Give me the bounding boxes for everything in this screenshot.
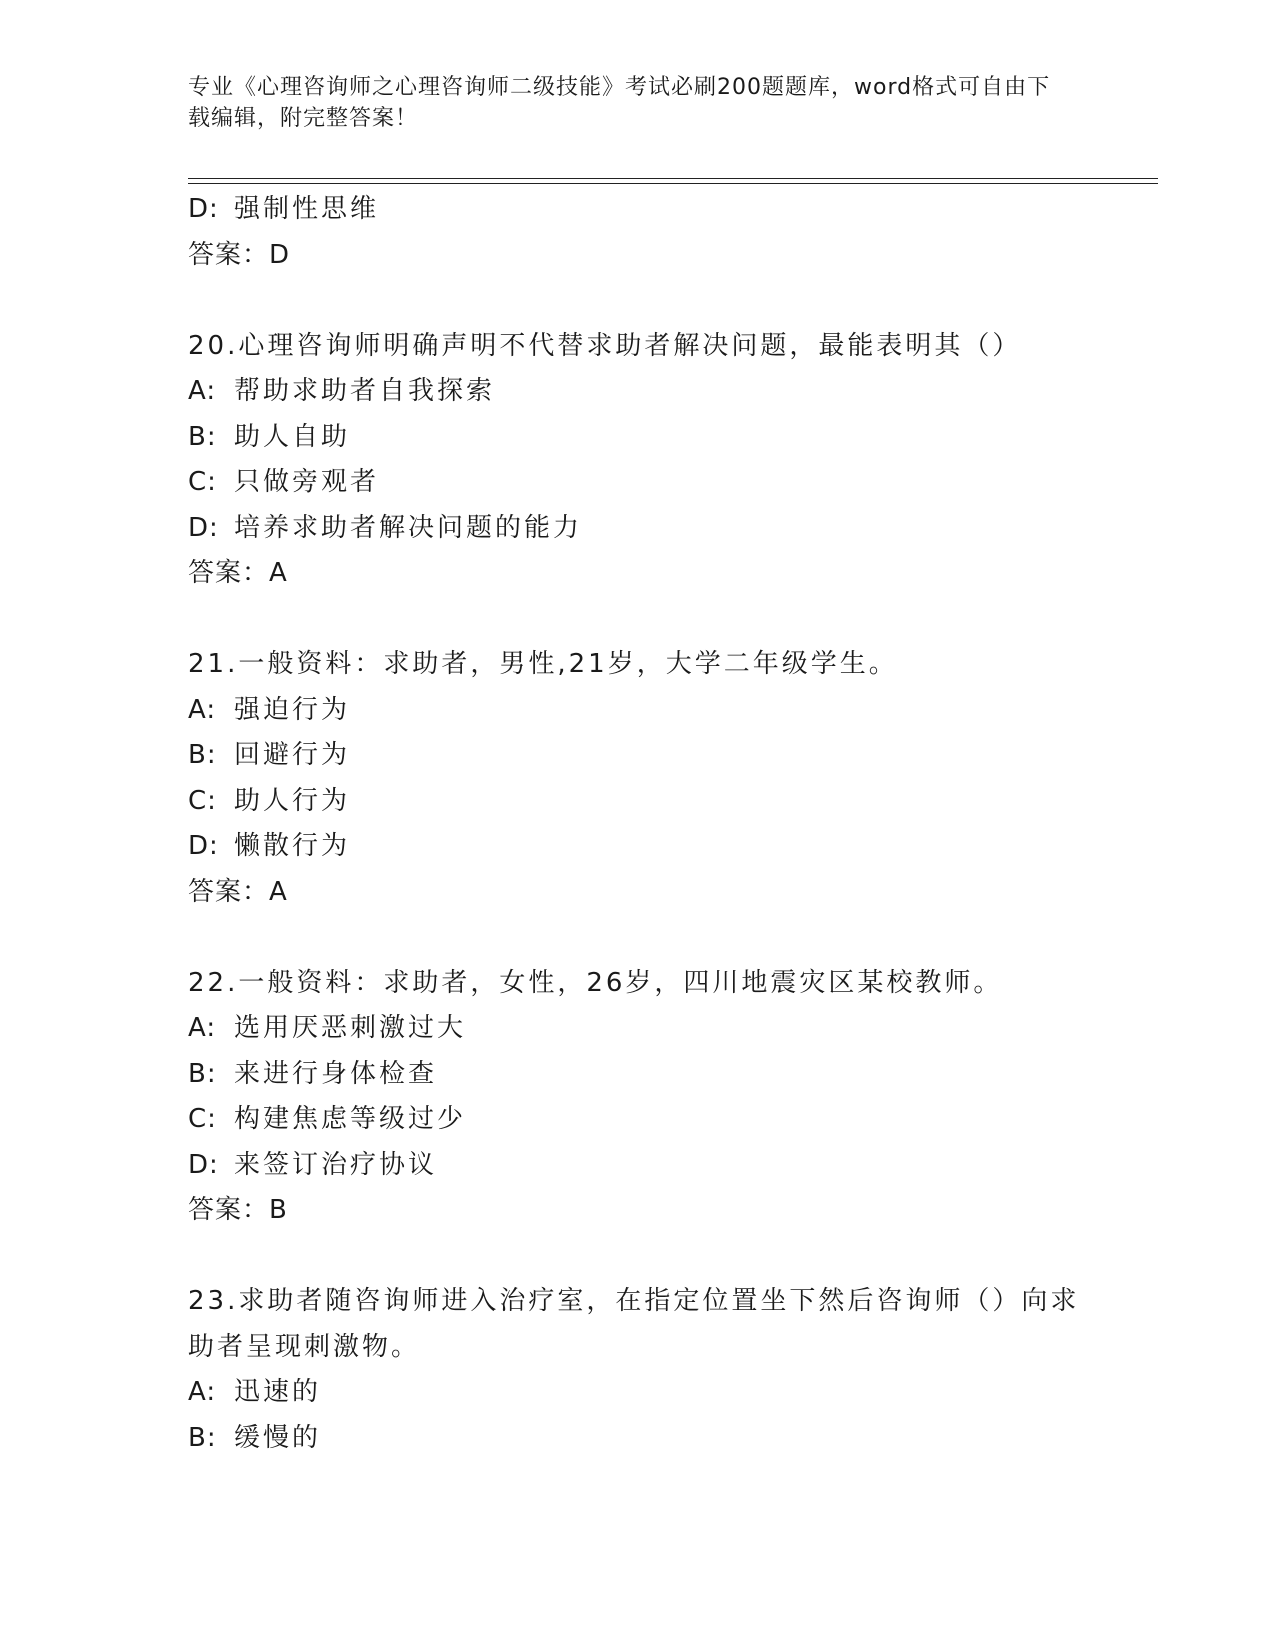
option-c	[188, 1097, 1088, 1143]
option-d	[188, 506, 1088, 552]
question-stem: 21.一般资料：求助者，男性,21岁，大学二年级学生。	[188, 649, 898, 679]
option-c	[188, 779, 1088, 825]
answer: 答案：A	[188, 558, 288, 588]
option-letter: C:	[188, 785, 217, 816]
option-c	[188, 460, 1088, 506]
option-letter: B:	[188, 1058, 217, 1089]
option-b	[188, 733, 1088, 779]
option-text: 助人自助	[234, 421, 351, 452]
option-letter: D:	[188, 194, 219, 224]
option-letter: C:	[188, 1104, 217, 1134]
option-letter: B:	[188, 740, 217, 770]
option-text: 回避行为	[234, 740, 351, 770]
answer: 答案：A	[188, 876, 288, 907]
option-letter: A:	[188, 1377, 217, 1407]
answer: 答案：B	[188, 1195, 288, 1225]
option-letter: A:	[188, 694, 217, 725]
header-text: 专业《心理咨询师之心理咨询师二级技能》考试必刷200题题库，word格式可自由下载编辑，附完整答案！	[188, 75, 1051, 131]
question-content	[188, 187, 1088, 1461]
option-letter: D:	[188, 512, 219, 543]
option-text: 迅速的	[234, 1377, 322, 1407]
option-text: 缓慢的	[234, 1422, 322, 1453]
option-letter: C:	[188, 467, 217, 497]
option-text: 强迫行为	[234, 694, 351, 725]
option-b	[188, 1052, 1088, 1098]
option-b	[188, 415, 1088, 461]
option-d	[188, 824, 1088, 870]
option-letter: D:	[188, 1149, 219, 1180]
option-a	[188, 688, 1088, 734]
option-a	[188, 1370, 1088, 1416]
document-header	[188, 72, 1068, 134]
option-text: 强制性思维	[234, 194, 380, 224]
option-b	[188, 1416, 1088, 1462]
question-stem: 23.求助者随咨询师进入治疗室，在指定位置坐下然后咨询师（）向求助者呈现刺激物。	[188, 1286, 1080, 1362]
option-letter: D:	[188, 831, 219, 861]
option-text: 来签订治疗协议	[234, 1149, 438, 1180]
option-text: 只做旁观者	[234, 467, 380, 497]
option-d	[188, 1143, 1088, 1189]
option-text: 帮助求助者自我探索	[234, 376, 496, 406]
option-letter: A:	[188, 1013, 217, 1043]
option-letter: B:	[188, 1422, 217, 1453]
header-divider-bottom	[188, 183, 1158, 184]
answer: 答案：D	[188, 239, 291, 270]
option-text: 来进行身体检查	[234, 1058, 438, 1089]
option-a	[188, 1006, 1088, 1052]
header-divider-top	[188, 178, 1158, 179]
option-text: 培养求助者解决问题的能力	[234, 512, 583, 543]
question-stem: 22.一般资料：求助者，女性，26岁，四川地震灾区某校教师。	[188, 967, 1003, 998]
question-stem: 20.心理咨询师明确声明不代替求助者解决问题，最能表明其（）	[188, 330, 1022, 361]
option-text: 助人行为	[234, 785, 351, 816]
option-text: 懒散行为	[234, 831, 351, 861]
option-d	[188, 187, 1088, 233]
option-a	[188, 369, 1088, 415]
option-text: 构建焦虑等级过少	[234, 1104, 467, 1134]
option-text: 选用厌恶刺激过大	[234, 1013, 467, 1043]
option-letter: A:	[188, 376, 217, 406]
option-letter: B:	[188, 421, 217, 452]
